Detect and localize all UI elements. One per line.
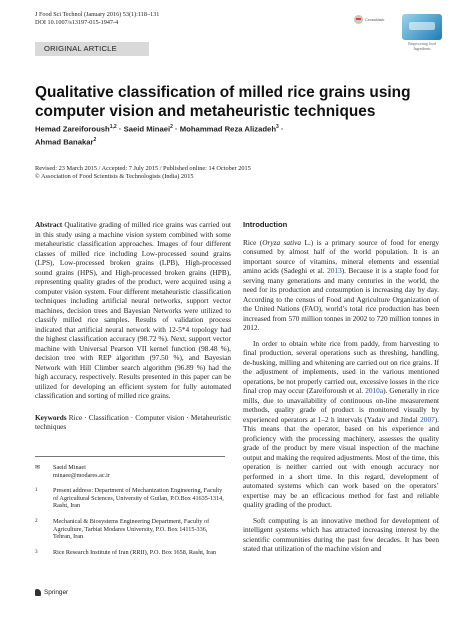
springer-horse-icon (35, 589, 41, 596)
species-name: Oryza sativa (262, 237, 302, 247)
author-line (35, 122, 445, 135)
intro-paragraph-1 (243, 238, 439, 333)
citation-link[interactable]: 2013 (327, 266, 342, 275)
article-type-banner: ORIGINAL ARTICLE (35, 42, 149, 56)
envelope-icon: ✉ (35, 464, 41, 471)
crossmark-badge[interactable] (354, 14, 386, 25)
author-separator: · (172, 124, 180, 134)
introduction-heading: Introduction (243, 220, 288, 229)
right-column (243, 220, 439, 554)
intro-paragraph-3: Soft computing is an innovative method for development of intelligent systems which has attracted increasing interest by the scientific communities during the past few decades. It has been stated that utilization of the machine vision and (243, 515, 439, 553)
copyright-line: © Association of Food Scientists & Technologists (India) 2015 (35, 172, 194, 180)
author-line (35, 135, 445, 148)
footnote-text: Present address: Department of Mechanization Engineering, Faculty of Agricultural Sciences, University of Guilan, P.O.Box 41635-1314, Rasht, Iran (53, 487, 224, 510)
footnote-item (35, 487, 225, 510)
footnote-item (35, 549, 225, 557)
footnotes (35, 464, 225, 556)
intro-paragraph-2 (243, 339, 439, 510)
author-affiliation: 2 (93, 137, 97, 144)
keywords-label: Keywords (35, 412, 67, 422)
text-run: ). Because it is a staple food for serving many generations and many centuries in the world, the need for its production and consumption is increasing day by day. According to the census of Food and Agriculture Organization of the United Nations (FAO), world’s total rice production has been increased from 570 million tonnes in 2002 to 720 million tonnes in 2012. (243, 266, 439, 332)
abstract-text: Qualitative grading of milled rice grains was carried out in this study using a machine vision system combined with some metaheuristic classification approaches. Images of four different classes of milled rice including Low-processed sound grains (LPS), Low-processed broken grains (LPB), High-processed sound grains (HPS), and High-processed broken grains (HPB), representing quality grades of the product, were acquired using a computer vision system. Four different metaheuristic classification techniques including artificial neural networks, support vector machines, decision trees and Bayesian Networks were utilized to classify milled rice samples. Results of validation process indicated that artificial neural network with 12-5*4 topology had the highest classification accuracy (98.72 %). Next, support vector machine with Universal Pearson VII kernel function (98.48 %), decision tree with REP algorithm (97.50 %), and Bayesian Network with Hill Climber search algorithm (96.89 %) had the high accuracy, respectively. Results presented in this paper can be utilized for developing an efficient system for fully automated classification and sorting of milled rice grains. (35, 220, 232, 400)
crossmark-label: CrossMark (365, 17, 385, 22)
doi[interactable]: DOI 10.1007/s13197-015-1947-4 (35, 19, 119, 27)
author-list (35, 122, 445, 148)
text-run: L.) is a primary source of food for energy consumed by almost half of the world population. It is an important source of vitamins, mineral elements and essential amino acids (Sadeghi et al. (243, 237, 439, 275)
author-name[interactable]: Saeid Minaei (123, 124, 171, 134)
footnote-number: 1 (35, 487, 38, 494)
author-affiliation: 2 (170, 124, 173, 130)
author-name[interactable]: Hemad Zareiforoush (35, 124, 110, 134)
text-run: ). Generally in rice mills, due to unavailability of continuous on-line measurement methods, quality grade of product is monitored visually by experienced operators at 1–2 h intervals (Yadav and Jindal (243, 386, 439, 424)
keywords-text: Rice · Classification · Computer vision · Metaheuristic techniques (35, 412, 231, 431)
text-run: Rice ( (243, 237, 263, 247)
footnote-text: Mechanical & Biosystems Engineering Department, Faculty of Agriculture, Tarbiat Modares University, P.O. Box 14115-336, Tehran, Iran (53, 517, 210, 541)
text-run: ). This means that the operator, based on his experience and proficiency with the processing machinery, assesses the quality grade of the product by mere visual inspection of the machine output and making the required adjustments. Most of the time, this operation is neither carried out with enough accuracy nor performed in a short time. In this regard, development of automated systems which can work based on the operators’ expertise may be an efficacious method for fast and reliable quality grading of the product. (243, 414, 439, 509)
journal-header (35, 11, 159, 28)
footnote-item (35, 518, 225, 541)
citation-link[interactable]: 2010a (365, 386, 384, 395)
journal-citation: J Food Sci Technol (January 2016) 53(1):118–131 (35, 11, 160, 18)
springer-brand (35, 589, 68, 596)
text-run: In order to obtain white rice from paddy, from harvesting to final production, several operations such as threshing, handling, de-husking, milling and whitening are carried out on rice grains. If the adjustment of implements, used in the various mentioned operations, be not properly carried out, excessive losses in the rice final crop may occur (Zareiforoush et al. (243, 338, 439, 395)
publication-dates (35, 165, 455, 181)
footnote-text: Rice Research Institute of Iran (RRII), P.O. Box 1658, Rasht, Iran (53, 548, 217, 556)
left-column (35, 220, 231, 432)
author-name[interactable]: Ahmad Banakar (35, 137, 94, 147)
citation-link[interactable]: 2007 (420, 414, 435, 424)
publisher-logo (402, 14, 442, 52)
author-affiliation: 1,2 (109, 124, 117, 130)
publisher-name: Springer (44, 589, 69, 596)
logo-tagline: Empowering food Ingredients (408, 42, 436, 51)
corresponding-author (35, 464, 225, 479)
footnote-number: 2 (35, 517, 38, 524)
article-title: Qualitative classification of milled rice grains using computer vision and metaheuristic techniques (35, 84, 411, 120)
footnote-divider (35, 456, 225, 457)
date-history: Revised: 23 March 2015 / Accepted: 7 July 2015 / Published online: 14 October 2015 (35, 165, 251, 172)
author-separator: · (116, 124, 124, 134)
author-affiliation: 3 (276, 124, 279, 130)
corresponding-email[interactable]: minaee@modares.ac.ir (53, 471, 110, 479)
corresponding-name: Saeid Minaei (53, 464, 86, 471)
afsti-logo-icon (402, 14, 442, 40)
abstract (35, 220, 231, 401)
abstract-label: Abstract (35, 220, 63, 229)
author-name[interactable]: Mohammad Reza Alizadeh (179, 124, 277, 134)
footnote-number: 3 (35, 548, 38, 555)
author-separator: · (278, 124, 284, 134)
crossmark-icon (354, 15, 363, 24)
keywords (35, 413, 231, 432)
